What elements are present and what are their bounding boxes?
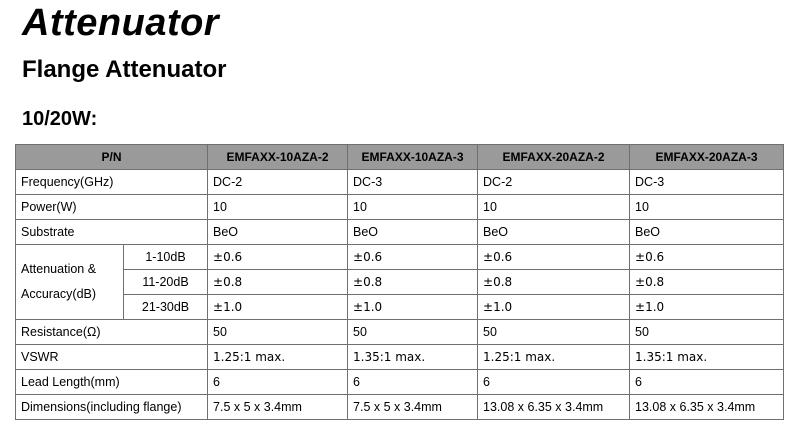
- table-cell: BeO: [208, 220, 348, 245]
- table-cell: 1.25:1 max.: [478, 345, 630, 370]
- table-cell: 7.5 x 5 x 3.4mm: [208, 395, 348, 420]
- table-cell: BeO: [630, 220, 784, 245]
- attenuation-range-label: 11-20dB: [124, 270, 208, 295]
- header-model: EMFAXX-10AZA-2: [208, 145, 348, 170]
- table-cell: 1.35:1 max.: [630, 345, 784, 370]
- row-label-dimensions: Dimensions(including flange): [16, 395, 208, 420]
- table-cell: ±0.8: [348, 270, 478, 295]
- table-cell: ±0.8: [208, 270, 348, 295]
- attenuation-label-line1: Attenuation &: [21, 262, 97, 276]
- page-subtitle: Flange Attenuator: [22, 56, 227, 83]
- table-row: [16, 295, 784, 320]
- table-cell: 13.08 x 6.35 x 3.4mm: [630, 395, 784, 420]
- row-label-attenuation: [16, 245, 124, 320]
- row-label-power: Power(W): [16, 195, 208, 220]
- table-cell: 1.25:1 max.: [208, 345, 348, 370]
- table-cell: ±1.0: [208, 295, 348, 320]
- table-row: [16, 170, 784, 195]
- table-row: [16, 320, 784, 345]
- table-cell: 13.08 x 6.35 x 3.4mm: [478, 395, 630, 420]
- table-cell: ±1.0: [478, 295, 630, 320]
- attenuation-label-line2: Accuracy(dB): [21, 287, 97, 301]
- table-row: [16, 395, 784, 420]
- header-pn: P/N: [16, 145, 208, 170]
- table-cell: DC-2: [478, 170, 630, 195]
- table-cell: 10: [478, 195, 630, 220]
- table-cell: 50: [478, 320, 630, 345]
- row-label-lead-length: Lead Length(mm): [16, 370, 208, 395]
- table-cell: 1.35:1 max.: [348, 345, 478, 370]
- spec-table: [15, 144, 784, 420]
- header-model: EMFAXX-20AZA-2: [478, 145, 630, 170]
- row-label-vswr: VSWR: [16, 345, 208, 370]
- table-cell: 50: [208, 320, 348, 345]
- table-cell: 50: [630, 320, 784, 345]
- attenuation-range-label: 21-30dB: [124, 295, 208, 320]
- table-row: [16, 270, 784, 295]
- header-model: EMFAXX-10AZA-3: [348, 145, 478, 170]
- section-heading: 10/20W:: [22, 108, 98, 130]
- table-cell: 6: [348, 370, 478, 395]
- table-row: [16, 195, 784, 220]
- row-label-resistance: Resistance(Ω): [16, 320, 208, 345]
- table-cell: 6: [478, 370, 630, 395]
- table-cell: 10: [348, 195, 478, 220]
- table-cell: DC-2: [208, 170, 348, 195]
- table-cell: 7.5 x 5 x 3.4mm: [348, 395, 478, 420]
- table-cell: BeO: [478, 220, 630, 245]
- table-cell: 6: [630, 370, 784, 395]
- header-model: EMFAXX-20AZA-3: [630, 145, 784, 170]
- table-cell: ±1.0: [348, 295, 478, 320]
- table-row: [16, 220, 784, 245]
- table-cell: ±0.8: [478, 270, 630, 295]
- table-cell: ±0.6: [478, 245, 630, 270]
- table-cell: ±0.6: [208, 245, 348, 270]
- table-row: [16, 345, 784, 370]
- row-label-substrate: Substrate: [16, 220, 208, 245]
- table-cell: ±0.6: [348, 245, 478, 270]
- table-row: [16, 370, 784, 395]
- table-cell: BeO: [348, 220, 478, 245]
- table-cell: 10: [630, 195, 784, 220]
- row-label-frequency: Frequency(GHz): [16, 170, 208, 195]
- table-cell: 50: [348, 320, 478, 345]
- table-cell: DC-3: [630, 170, 784, 195]
- attenuation-range-label: 1-10dB: [124, 245, 208, 270]
- table-header-row: [16, 145, 784, 170]
- table-cell: ±1.0: [630, 295, 784, 320]
- table-cell: 6: [208, 370, 348, 395]
- table-row: [16, 245, 784, 270]
- table-cell: 10: [208, 195, 348, 220]
- table-cell: DC-3: [348, 170, 478, 195]
- table-cell: ±0.8: [630, 270, 784, 295]
- table-cell: ±0.6: [630, 245, 784, 270]
- page-title: Attenuator: [22, 2, 220, 44]
